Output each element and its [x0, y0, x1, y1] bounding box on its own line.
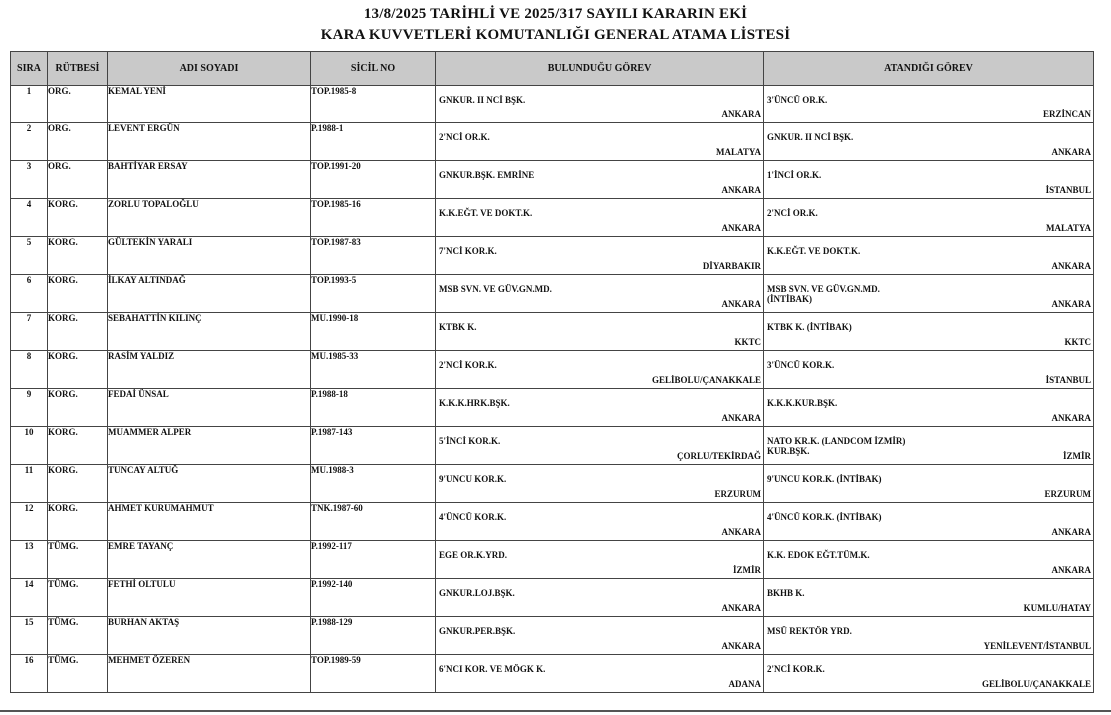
rank-cell: KORG.	[48, 389, 108, 427]
column-header-ad-soyad: ADI SOYADI	[108, 52, 311, 86]
name-cell: TUNCAY ALTUĞ	[108, 465, 311, 503]
current-duty-title: GNKUR. II NCİ BŞK.	[439, 95, 526, 105]
rank-cell: KORG.	[48, 199, 108, 237]
current-duty-location: ANKARA	[721, 641, 761, 651]
assigned-duty-cell	[764, 199, 1094, 237]
current-duty-title: GNKUR.PER.BŞK.	[439, 626, 516, 636]
assigned-duty-location: ANKARA	[1051, 527, 1091, 537]
table-row	[11, 237, 1094, 275]
rank-cell: TÜMG.	[48, 579, 108, 617]
table-row	[11, 655, 1094, 693]
current-duty-cell	[436, 541, 764, 579]
name-cell: SEBAHATTİN KILINÇ	[108, 313, 311, 351]
rank-cell: KORG.	[48, 503, 108, 541]
current-duty-title: 9'UNCU KOR.K.	[439, 474, 507, 484]
assigned-duty-location: KKTC	[1064, 337, 1091, 347]
rank-cell: KORG.	[48, 275, 108, 313]
registry-number-cell: P.1987-143	[311, 427, 436, 465]
assigned-duty-title: BKHB K.	[767, 588, 805, 598]
assigned-duty-cell	[764, 427, 1094, 465]
current-duty-cell	[436, 313, 764, 351]
rank-cell: ORG.	[48, 86, 108, 123]
rank-cell: TÜMG.	[48, 655, 108, 693]
column-header-rutbe: RÜTBESİ	[48, 52, 108, 86]
assigned-duty-location: ERZURUM	[1044, 489, 1091, 499]
current-duty-cell	[436, 389, 764, 427]
assigned-duty-cell	[764, 86, 1094, 123]
current-duty-title: GNKUR.BŞK. EMRİNE	[439, 170, 535, 180]
current-duty-title: 7'NCİ KOR.K.	[439, 246, 497, 256]
assigned-duty-title: 2'NCİ KOR.K.	[767, 664, 825, 674]
current-duty-cell	[436, 655, 764, 693]
assigned-duty-location: ANKARA	[1051, 147, 1091, 157]
current-duty-cell	[436, 503, 764, 541]
current-duty-location: İZMİR	[732, 565, 761, 575]
registry-number-cell: P.1992-117	[311, 541, 436, 579]
current-duty-cell	[436, 86, 764, 123]
assigned-duty-location: GELİBOLU/ÇANAKKALE	[981, 679, 1091, 689]
current-duty-location: ANKARA	[721, 413, 761, 423]
row-number: 5	[11, 237, 48, 275]
row-number: 3	[11, 161, 48, 199]
name-cell: FETHİ OLTULU	[108, 579, 311, 617]
name-cell: KEMAL YENİ	[108, 86, 311, 123]
name-cell: İLKAY ALTINDAĞ	[108, 275, 311, 313]
current-duty-cell	[436, 617, 764, 655]
rank-cell: ORG.	[48, 123, 108, 161]
registry-number-cell: TOP.1991-20	[311, 161, 436, 199]
current-duty-location: MALATYA	[715, 147, 761, 157]
column-header-sicil-no: SİCİL NO	[311, 52, 436, 86]
document-subtitle: KARA KUVVETLERİ KOMUTANLIĞI GENERAL ATAMA LİSTESİ	[320, 27, 791, 43]
row-number: 15	[11, 617, 48, 655]
assigned-duty-location: ANKARA	[1051, 565, 1091, 575]
current-duty-location: ANKARA	[721, 185, 761, 195]
registry-number-cell: MU.1985-33	[311, 351, 436, 389]
row-number: 2	[11, 123, 48, 161]
registry-number-cell: TOP.1985-16	[311, 199, 436, 237]
assigned-duty-cell	[764, 503, 1094, 541]
row-number: 12	[11, 503, 48, 541]
registry-number-cell: TOP.1987-83	[311, 237, 436, 275]
table-row	[11, 465, 1094, 503]
current-duty-location: ADANA	[728, 679, 761, 689]
assigned-duty-title: KTBK K. (İNTİBAK)	[767, 322, 852, 332]
assigned-duty-cell	[764, 617, 1094, 655]
column-header-atandigi-gorev: ATANDIĞI GÖREV	[764, 52, 1094, 86]
current-duty-location: GELİBOLU/ÇANAKKALE	[651, 375, 761, 385]
assigned-duty-title: K.K.K.KUR.BŞK.	[767, 398, 838, 408]
document-title: 13/8/2025 TARİHLİ VE 2025/317 SAYILI KARARIN EKİ	[363, 6, 748, 22]
row-number: 6	[11, 275, 48, 313]
current-duty-cell	[436, 275, 764, 313]
registry-number-cell: MU.1990-18	[311, 313, 436, 351]
assigned-duty-title: 2'NCİ OR.K.	[767, 208, 818, 218]
table-row	[11, 123, 1094, 161]
current-duty-location: ANKARA	[721, 527, 761, 537]
current-duty-cell	[436, 161, 764, 199]
registry-number-cell: MU.1988-3	[311, 465, 436, 503]
current-duty-title: 2'NCİ KOR.K.	[439, 360, 497, 370]
name-cell: BURHAN AKTAŞ	[108, 617, 311, 655]
assigned-duty-title: 9'UNCU KOR.K. (İNTİBAK)	[767, 474, 882, 484]
assigned-duty-title: 1'İNCİ OR.K.	[767, 170, 822, 180]
current-duty-title: K.K.EĞT. VE DOKT.K.	[439, 208, 533, 218]
table-row	[11, 503, 1094, 541]
current-duty-cell	[436, 123, 764, 161]
assigned-duty-cell	[764, 161, 1094, 199]
registry-number-cell: P.1988-1	[311, 123, 436, 161]
table-row	[11, 275, 1094, 313]
assigned-duty-cell	[764, 351, 1094, 389]
name-cell: MUAMMER ALPER	[108, 427, 311, 465]
assigned-duty-location: MALATYA	[1045, 223, 1091, 233]
current-duty-title: 2'NCİ OR.K.	[439, 132, 490, 142]
current-duty-location: ERZURUM	[714, 489, 761, 499]
registry-number-cell: TOP.1993-5	[311, 275, 436, 313]
assigned-duty-title: GNKUR. II NCİ BŞK.	[767, 132, 854, 142]
assigned-duty-cell	[764, 541, 1094, 579]
assigned-duty-cell	[764, 275, 1094, 313]
assigned-duty-cell	[764, 123, 1094, 161]
registry-number-cell: P.1988-129	[311, 617, 436, 655]
assigned-duty-title: 4'ÜNCÜ KOR.K. (İNTİBAK)	[767, 512, 882, 522]
assigned-duty-title: K.K.EĞT. VE DOKT.K.	[767, 246, 861, 256]
assigned-duty-title: K.K. EDOK EĞT.TÜM.K.	[767, 550, 870, 560]
rank-cell: KORG.	[48, 313, 108, 351]
table-header-row	[11, 52, 1094, 86]
current-duty-title: GNKUR.LOJ.BŞK.	[439, 588, 515, 598]
current-duty-location: KKTC	[734, 337, 761, 347]
table-row	[11, 579, 1094, 617]
assigned-duty-location: ANKARA	[1051, 261, 1091, 271]
name-cell: BAHTİYAR ERSAY	[108, 161, 311, 199]
current-duty-cell	[436, 351, 764, 389]
current-duty-cell	[436, 237, 764, 275]
current-duty-title: KTBK K.	[439, 322, 477, 332]
row-number: 14	[11, 579, 48, 617]
assigned-duty-cell	[764, 579, 1094, 617]
assigned-duty-cell	[764, 465, 1094, 503]
rank-cell: KORG.	[48, 237, 108, 275]
assigned-duty-title: MSÜ REKTÖR YRD.	[767, 626, 852, 636]
assigned-duty-location: İSTANBUL	[1045, 375, 1091, 385]
current-duty-location: ANKARA	[721, 603, 761, 613]
name-cell: ZORLU TOPALOĞLU	[108, 199, 311, 237]
table-row	[11, 351, 1094, 389]
rank-cell: TÜMG.	[48, 617, 108, 655]
row-number: 10	[11, 427, 48, 465]
row-number: 13	[11, 541, 48, 579]
registry-number-cell: TOP.1985-8	[311, 86, 436, 123]
rank-cell: ORG.	[48, 161, 108, 199]
column-header-sira: SIRA	[11, 52, 48, 86]
table-row	[11, 313, 1094, 351]
assigned-duty-location: YENİLEVENT/İSTANBUL	[983, 641, 1091, 651]
rank-cell: KORG.	[48, 465, 108, 503]
assigned-duty-cell	[764, 313, 1094, 351]
row-number: 11	[11, 465, 48, 503]
name-cell: EMRE TAYANÇ	[108, 541, 311, 579]
row-number: 8	[11, 351, 48, 389]
assigned-duty-title: 3'ÜNCÜ OR.K.	[767, 95, 828, 105]
bottom-rule	[0, 710, 1111, 712]
current-duty-cell	[436, 199, 764, 237]
name-cell: AHMET KURUMAHMUT	[108, 503, 311, 541]
rank-cell: KORG.	[48, 427, 108, 465]
assigned-duty-title: 3'ÜNCÜ KOR.K.	[767, 360, 835, 370]
current-duty-cell	[436, 465, 764, 503]
assigned-duty-location: İZMİR	[1062, 451, 1091, 461]
name-cell: RASİM YALDIZ	[108, 351, 311, 389]
table-row	[11, 199, 1094, 237]
assigned-duty-cell	[764, 389, 1094, 427]
current-duty-location: ANKARA	[721, 299, 761, 309]
current-duty-title: 5'İNCİ KOR.K.	[439, 436, 501, 446]
row-number: 16	[11, 655, 48, 693]
registry-number-cell: TOP.1989-59	[311, 655, 436, 693]
assignment-table	[10, 51, 1094, 693]
current-duty-cell	[436, 427, 764, 465]
assigned-duty-title: MSB SVN. VE GÜV.GN.MD. (İNTİBAK)	[767, 284, 880, 304]
table-row	[11, 427, 1094, 465]
table-row	[11, 389, 1094, 427]
name-cell: LEVENT ERGÜN	[108, 123, 311, 161]
name-cell: GÜLTEKİN YARALI	[108, 237, 311, 275]
assigned-duty-cell	[764, 655, 1094, 693]
assigned-duty-location: İSTANBUL	[1045, 185, 1091, 195]
row-number: 7	[11, 313, 48, 351]
current-duty-location: DİYARBAKIR	[702, 261, 761, 271]
assigned-duty-location: ERZİNCAN	[1042, 109, 1091, 119]
assigned-duty-location: KUMLU/HATAY	[1023, 603, 1091, 613]
assigned-duty-title: NATO KR.K. (LANDCOM İZMİR) KUR.BŞK.	[767, 436, 906, 456]
table-row	[11, 86, 1094, 123]
name-cell: FEDAİ ÜNSAL	[108, 389, 311, 427]
table-row	[11, 541, 1094, 579]
registry-number-cell: TNK.1987-60	[311, 503, 436, 541]
assigned-duty-cell	[764, 237, 1094, 275]
current-duty-location: ÇORLU/TEKİRDAĞ	[676, 451, 761, 461]
row-number: 1	[11, 86, 48, 123]
table-row	[11, 161, 1094, 199]
current-duty-title: K.K.K.HRK.BŞK.	[439, 398, 510, 408]
rank-cell: TÜMG.	[48, 541, 108, 579]
assigned-duty-location: ANKARA	[1051, 413, 1091, 423]
current-duty-location: ANKARA	[721, 223, 761, 233]
column-header-bulundugu-gorev: BULUNDUĞU GÖREV	[436, 52, 764, 86]
current-duty-cell	[436, 579, 764, 617]
current-duty-title: 4'ÜNCÜ KOR.K.	[439, 512, 507, 522]
assigned-duty-location: ANKARA	[1051, 299, 1091, 309]
row-number: 9	[11, 389, 48, 427]
registry-number-cell: P.1992-140	[311, 579, 436, 617]
rank-cell: KORG.	[48, 351, 108, 389]
current-duty-title: EGE OR.K.YRD.	[439, 550, 508, 560]
registry-number-cell: P.1988-18	[311, 389, 436, 427]
row-number: 4	[11, 199, 48, 237]
name-cell: MEHMET ÖZEREN	[108, 655, 311, 693]
current-duty-title: 6'NCI KOR. VE MÖGK K.	[439, 664, 546, 674]
table-row	[11, 617, 1094, 655]
current-duty-title: MSB SVN. VE GÜV.GN.MD.	[439, 284, 552, 294]
current-duty-location: ANKARA	[721, 109, 761, 119]
